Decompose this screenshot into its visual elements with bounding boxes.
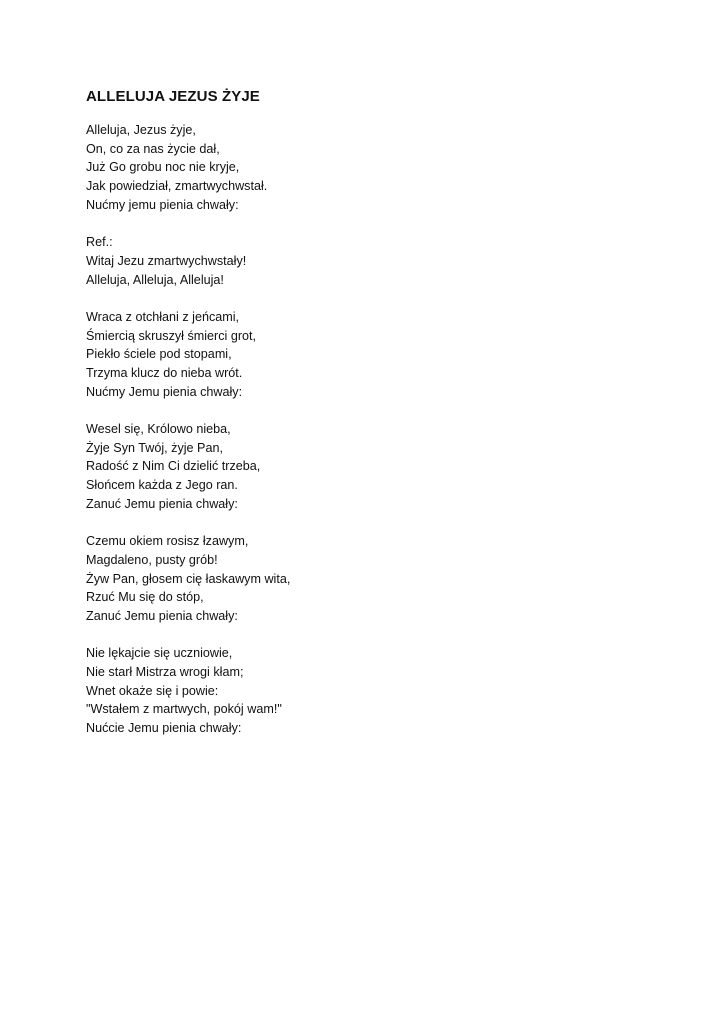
song-lyrics: [86, 121, 646, 756]
lyric-line: Słońcem każda z Jego ran.: [86, 478, 238, 493]
lyric-line: Wesel się, Królowo nieba,: [86, 422, 231, 436]
lyric-line: Wnet okaże się i powie:: [86, 683, 219, 698]
lyric-line: Nie starł Mistrza wrogi kłam;: [86, 664, 244, 679]
lyric-line: "Wstałem z martwych, pokój wam!": [86, 702, 282, 717]
lyric-line: Nie lękajcie się uczniowie,: [86, 646, 233, 661]
lyric-line: Alleluja, Alleluja, Alleluja!: [86, 272, 224, 287]
lyric-line: Witaj Jezu zmartwychwstały!: [86, 253, 247, 268]
lyric-line: Śmiercią skruszył śmierci grot,: [86, 328, 257, 343]
lyric-line: On, co za nas życie dał,: [86, 141, 220, 156]
lyric-line: Żyje Syn Twój, żyje Pan,: [86, 440, 223, 455]
lyric-line: Nućmy jemu pienia chwały:: [86, 197, 239, 212]
refrain: [86, 233, 646, 289]
stanza-3: [86, 420, 646, 513]
lyric-line: Żyw Pan, głosem cię łaskawym wita,: [86, 571, 291, 586]
stanza-5: [86, 644, 646, 737]
lyric-line: Radość z Nim Ci dzielić trzeba,: [86, 459, 261, 474]
lyric-line: Jak powiedział, zmartwychwstał.: [86, 179, 268, 194]
lyric-line: Nućmy Jemu pienia chwały:: [86, 384, 243, 399]
lyric-line: Nućcie Jemu pienia chwały:: [86, 721, 242, 735]
lyric-line: Zanuć Jemu pienia chwały:: [86, 496, 238, 511]
stanza-2: [86, 308, 646, 401]
stanza-4: [86, 532, 646, 625]
lyric-line: Piekło ściele pod stopami,: [86, 347, 232, 362]
lyric-line: Czemu okiem rosisz łzawym,: [86, 534, 249, 549]
lyric-line: Alleluja, Jezus żyje,: [86, 123, 196, 137]
refrain-label: Ref.:: [86, 235, 113, 250]
lyric-line: Już Go grobu noc nie kryje,: [86, 160, 240, 175]
lyric-line: Magdaleno, pusty grób!: [86, 552, 218, 567]
song-title: ALLELUJA JEZUS ŻYJE: [86, 88, 260, 105]
lyric-line: Trzyma klucz do nieba wrót.: [86, 365, 243, 380]
lyric-line: Rzuć Mu się do stóp,: [86, 590, 204, 605]
lyric-line: Wraca z otchłani z jeńcami,: [86, 309, 240, 324]
stanza-1: [86, 121, 646, 214]
lyric-line: Zanuć Jemu pienia chwały:: [86, 608, 238, 623]
